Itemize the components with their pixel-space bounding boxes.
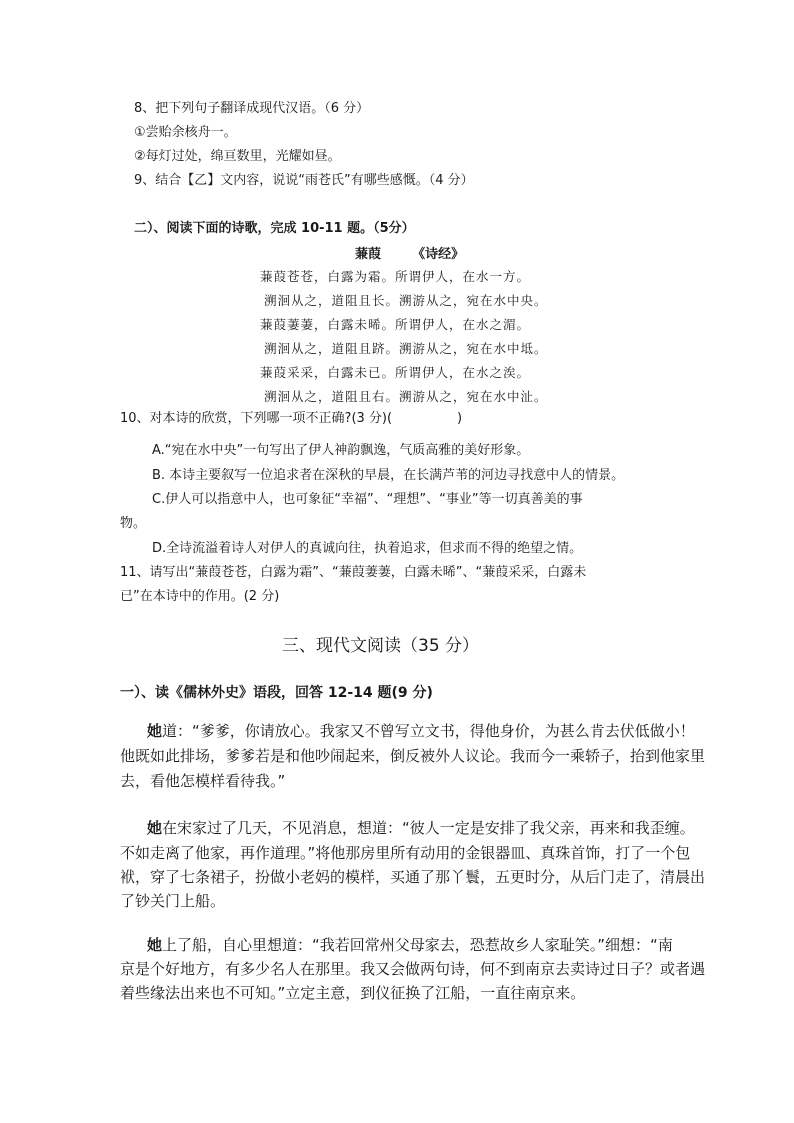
passage-p1-line-3: 去，看他怎模样看待我。” bbox=[120, 772, 286, 790]
section-3-heading: 三、现代文阅读（35 分） bbox=[282, 636, 480, 656]
q11-line-1: 11、请写出“蒹葭苍苍，白露为霜”、“蒹葭萋萋，白露未晞”、“蒹葭采采，白露未 bbox=[120, 565, 587, 580]
poem-line-6: 溯洄从之，道阻且右。溯游从之，宛在水中沚。 bbox=[264, 389, 548, 404]
q9-title: 9、结合【乙】文内容，说说“雨苍氏”有哪些感慨。（4 分） bbox=[134, 173, 474, 188]
passage-p3-line-2: 京是个好地方，有多少名人在那里。我又会做两句诗，何不到南京去卖诗过日子？或者遇 bbox=[120, 960, 706, 978]
q11-line-2: 已”在本诗中的作用。(2 分) bbox=[120, 589, 280, 604]
poem-line-1: 蒹葭苍苍，白露为霜。所谓伊人，在水一方。 bbox=[260, 269, 531, 284]
passage-p2-line-4: 了钞关门上船。 bbox=[120, 892, 226, 910]
poem-title bbox=[355, 246, 464, 264]
q10-option-c-line-1: C.伊人可以指意中人，也可象征“幸福”、“理想”、“事业”等一切真善美的事 bbox=[152, 492, 583, 507]
poem-line-2: 溯洄从之，道阻且长。溯游从之，宛在水中央。 bbox=[264, 293, 548, 308]
passage-p1-lead: 她 bbox=[147, 722, 163, 740]
passage-p2-line-2: 不如走离了他家，再作道理。”将他那房里所有动用的金银器皿、真珠首饰，打了一个包 bbox=[120, 844, 691, 862]
passage-p2-lead: 她 bbox=[147, 819, 163, 837]
passage-p1-text-1: 道：“爹爹，你请放心。我家又不曾写立文书，得他身价，为甚么肯去伏低做小！ bbox=[162, 722, 695, 740]
poem-name: 蒹葭 bbox=[355, 247, 382, 262]
poem-line-5: 蒹葭采采，白露未已。所谓伊人，在水之涘。 bbox=[260, 365, 531, 380]
passage-p1-line-2: 他既如此排场，爹爹若是和他吵闹起来，倒反被外人议论。我而今一乘轿子，抬到他家里 bbox=[120, 747, 706, 765]
passage-p3-text-1: 上了船，自心里想道：“我若回常州父母家去，恐惹故乡人家耻笑。”细想：“南 bbox=[162, 936, 673, 954]
poem-line-3: 蒹葭萋萋，白露未晞。所谓伊人，在水之湄。 bbox=[260, 317, 531, 332]
passage-p2-line-3: 袱，穿了七条裙子，扮做小老妈的模样，买通了那丫鬟，五更时分，从后门走了，清晨出 bbox=[120, 868, 706, 886]
q8-title: 8、把下列句子翻译成现代汉语。（6 分） bbox=[134, 101, 370, 116]
q8-sentence-2: ②每灯过处，绵亘数里，光耀如昼。 bbox=[134, 149, 341, 164]
passage-p1-line-1 bbox=[147, 720, 695, 742]
poem-line-4: 溯洄从之，道阻且跻。溯游从之，宛在水中坻。 bbox=[264, 341, 548, 356]
passage-p3-line-3: 着些缘法出来也不可知。”立定主意，到仪征换了江船，一直往南京来。 bbox=[120, 984, 586, 1002]
q10-option-a: A.“宛在水中央”一句写出了伊人神韵飘逸，气质高雅的美好形象。 bbox=[152, 443, 530, 458]
passage-p3-lead: 她 bbox=[147, 936, 163, 954]
passage-p2-line-1 bbox=[147, 817, 695, 839]
q10-stem: 10、对本诗的欣赏，下列哪一项不正确?(3 分)( ) bbox=[120, 411, 463, 426]
section-3-subheading: 一）、读《儒林外史》语段，回答 12-14 题(9 分) bbox=[120, 685, 433, 701]
q10-option-b: B. 本诗主要叙写一位追求者在深秋的早晨，在长满芦苇的河边寻找意中人的情景。 bbox=[152, 468, 625, 483]
q10-option-d: D.全诗流溢着诗人对伊人的真诚向往，执着追求，但求而不得的绝望之情。 bbox=[152, 541, 583, 556]
section-2-heading: 二）、阅读下面的诗歌，完成 10-11 题。（5分） bbox=[134, 221, 415, 236]
passage-p2-text-1: 在宋家过了几天，不见消息，想道：“彼人一定是安排了我父亲，再来和我歪缠。 bbox=[162, 819, 695, 837]
poem-source: 《诗经》 bbox=[412, 247, 465, 262]
q8-sentence-1: ①尝贻余核舟一。 bbox=[134, 125, 237, 140]
passage-p3-line-1 bbox=[147, 934, 673, 956]
q10-option-c-line-2: 物。 bbox=[120, 516, 147, 531]
